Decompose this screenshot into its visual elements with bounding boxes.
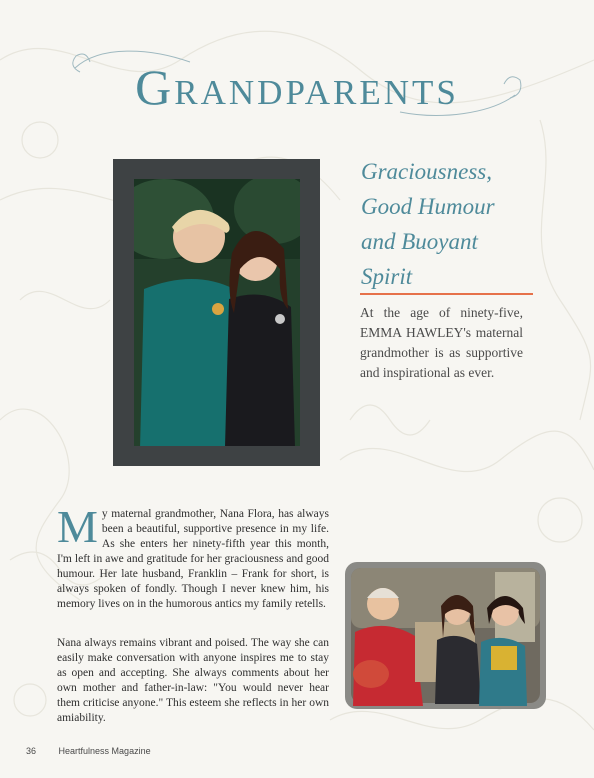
subheading-line: Spirit <box>361 264 413 289</box>
article-subheading <box>361 154 541 294</box>
family-photo <box>345 562 546 709</box>
publication-name: Heartfulness Magazine <box>58 746 151 756</box>
body-paragraph-1 <box>57 501 329 612</box>
family-photo-frame <box>345 562 546 709</box>
body-paragraph-2: Nana always remains vibrant and poised. The way she can easily make conversation with anyone inspires me to stay as open and accepting. She always comments about her own mother and father-in-law: "You would never hear them criticise anyone." This esteem she reflects in her own amiability. <box>57 637 329 724</box>
subheading-line: Graciousness, <box>361 159 492 184</box>
article-intro: At the age of ninety-five, EMMA HAWLEY's maternal grandmother is as supportive and inspirational as ever. <box>360 305 523 380</box>
page-footer <box>26 746 171 756</box>
subheading-line: Good Humour <box>361 194 495 219</box>
page-number: 36 <box>26 746 37 756</box>
accent-divider <box>360 293 533 295</box>
grandmother-photo-frame <box>113 159 320 466</box>
paragraph-1-text: y maternal grandmother, Nana Flora, has always been a beautiful, supportive presence in my life. As she enters her ninety-fifth year this month, I'm left in awe and gratitude for her graciousness and good humour. Her late husband, Franklin – Frank for short, is always spoken of fondly. Though I never knew him, his memory lives on in the humorous antics my family retells. <box>57 508 329 610</box>
subheading-line: and Buoyant <box>361 229 478 254</box>
drop-cap: M <box>57 501 98 552</box>
grandmother-and-granddaughter-photo <box>134 179 300 446</box>
page-title: Grandparents <box>135 59 459 115</box>
